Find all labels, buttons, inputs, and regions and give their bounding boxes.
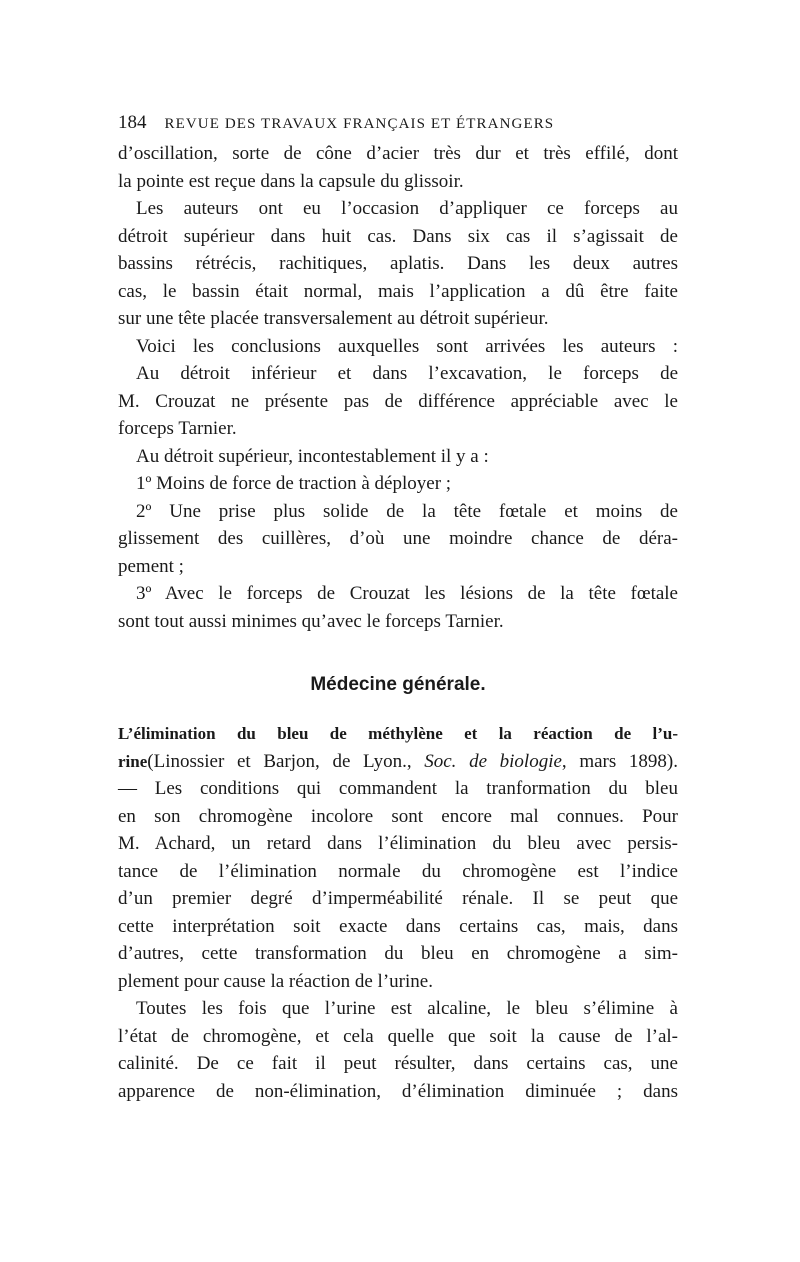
text-line: 3º Avec le forceps de Crouzat les lésions de la tête fœtale (136, 583, 678, 604)
text-line: plement pour cause la réaction de l’urine. (118, 970, 433, 992)
text-line: 2º Une prise plus solide de la tête fœtale et moins de (136, 500, 678, 522)
text-line: d’oscillation, sorte de cône d’acier très dur et très effilé, dont (118, 143, 678, 164)
text-line: cas, le bassin était normal, mais l’application a dû être faite (118, 280, 678, 302)
page-number: 184 (118, 112, 147, 133)
article (118, 720, 678, 1105)
paragraph (118, 443, 678, 471)
paragraph (118, 195, 678, 333)
text-line: — Les conditions qui commandent la tranformation du bleu (118, 778, 678, 799)
running-title: REVUE DES TRAVAUX FRANÇAIS ET ÉTRANGERS (164, 116, 555, 132)
paragraph (118, 360, 678, 443)
paragraph (118, 580, 678, 635)
paragraph (118, 775, 678, 995)
text-line: pement ; (118, 555, 184, 577)
text-line: la pointe est reçue dans la capsule du glissoir. (118, 170, 464, 192)
paragraph (118, 498, 678, 581)
article-title-line (118, 720, 678, 748)
article-title-end: rine (118, 751, 148, 771)
citation-authors: (Linossier et Barjon, de Lyon., (147, 750, 425, 772)
text-line: bassins rétrécis, rachitiques, aplatis. Dans les deux autres (118, 253, 678, 274)
text-line: d’autres, cette transformation du bleu en chromogène a sim- (118, 943, 678, 964)
citation-journal: Soc. de biologie (424, 750, 562, 772)
text-line: forceps Tarnier. (118, 418, 237, 439)
text-line: Au détroit inférieur et dans l’excavation, le forceps de (136, 363, 678, 384)
text-line: Les auteurs ont eu l’occasion d’appliquer ce forceps au (136, 198, 678, 219)
running-header (118, 112, 678, 134)
text-line: en son chromogène incolore sont encore mal connues. Pour (118, 805, 678, 827)
text-line: Toutes les fois que l’urine est alcaline, le bleu s’élimine à (136, 998, 678, 1019)
text-line: détroit supérieur dans huit cas. Dans six cas il s’agissait de (118, 225, 678, 247)
paragraph (118, 470, 678, 498)
text-line: sont tout aussi minimes qu’avec le forceps Tarnier. (118, 610, 504, 632)
article-citation-line (118, 748, 678, 776)
text-line: M. Achard, un retard dans l’élimination du bleu avec persis- (118, 833, 678, 854)
page (118, 112, 678, 1105)
article-title: L’élimination du bleu de méthylène et la réaction de l’u- (118, 724, 678, 743)
text-line: apparence de non-élimination, d’élimination diminuée ; dans (118, 1080, 678, 1102)
text-line: sur une tête placée transversalement au détroit supérieur. (118, 308, 549, 329)
text-line: l’état de chromogène, et cela quelle que soit la cause de l’al- (118, 1025, 678, 1047)
text-line: glissement des cuillères, d’où une moindre chance de déra- (118, 528, 678, 549)
text-line: calinité. De ce fait il peut résulter, dans certains cas, une (118, 1053, 678, 1074)
text-line: d’un premier degré d’imperméabilité rénale. Il se peut que (118, 888, 678, 909)
text-line: Au détroit supérieur, incontestablement il y a : (136, 445, 489, 467)
paragraph (118, 995, 678, 1105)
text-line: 1º Moins de force de traction à déployer ; (136, 473, 452, 494)
paragraph (118, 140, 678, 195)
text-line: cette interprétation soit exacte dans certains cas, mais, dans (118, 915, 678, 937)
section-title: Médecine générale. (310, 674, 486, 695)
paragraph (118, 333, 678, 361)
text-line: M. Crouzat ne présente pas de différence appréciable avec le (118, 390, 678, 412)
citation-date: , mars 1898). (561, 750, 678, 772)
text-line: Voici les conclusions auxquelles sont arrivées les auteurs : (136, 335, 678, 357)
text-line: tance de l’élimination normale du chromogène est l’indice (118, 860, 678, 882)
